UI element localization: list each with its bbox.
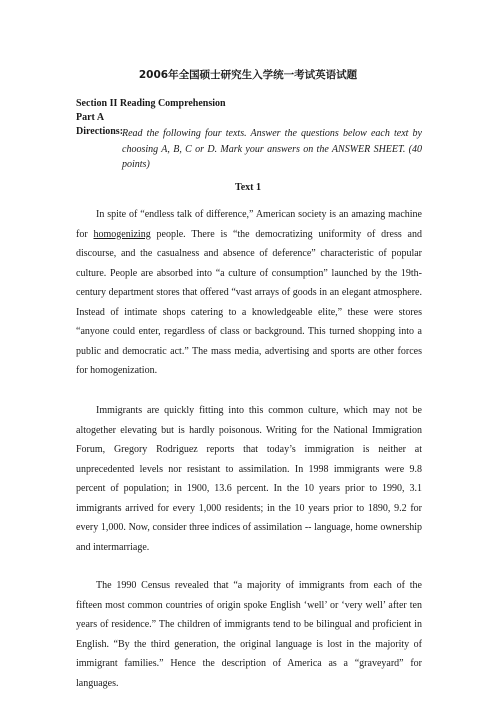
paragraph-3: The 1990 Census revealed that “a majority of immigrants from each of the fifteen most common countries of origin spoke English ‘well’ or ‘very well’ after ten years of residence.” The children of immigrants tend to be bilingual and proficient in English. “By the third generation, the original language is lost in the majority of immigrant families.” Hence the description of America as a “graveyard” for languages. <box>76 580 422 689</box>
section-heading: Section II Reading Comprehension <box>76 98 226 109</box>
directions-label: Directions: <box>76 126 124 137</box>
text-heading: Text 1 <box>234 182 262 193</box>
paragraph-1-start: In spite of “endless talk of difference,” American society is an amazing machine for <box>76 209 422 240</box>
exam-title: 2006年全国硕士研究生入学统一考试英语试题 <box>138 69 358 81</box>
part-heading: Part A <box>76 112 105 123</box>
directions-text: Read the following four texts. Answer the questions below each text by choosing A, B, C or D. Mark your answers on the ANSWER SHEET. (40 points) <box>122 128 422 170</box>
paragraph-1 <box>76 205 422 381</box>
paragraph-2: Immigrants are quickly fitting into this common culture, which may not be altogether elevating but is hardly poisonous. Writing for the National Immigration Forum, Gregory Rodriguez reports that today’s immigration is neither at unprecedented levels nor resistant to assimilation. In 1998 immigrants were 9.8 percent of population; in 1900, 13.6 percent. In the 10 years prior to 1990, 3.1 immigrants arrived for every 1,000 residents; in the 10 years prior to 1890, 9.2 for every 1,000. Now, consider three indices of assimilation -- language, home ownership and intermarriage. <box>76 405 422 553</box>
underlined-word: homogenizing <box>93 228 151 240</box>
paragraph-1-rest: people. There is “the democratizing uniformity of dress and discourse, and the casualness and absence of deference” characteristic of popular culture. People are absorbed into “a culture of consumption” launched by the 19th-century department stores that offered “vast arrays of goods in an elegant atmosphere. Instead of intimate shops catering to a knowledgeable elite,” these were stores “anyone could enter, regardless of class or background. This turned shopping into a public and democratic act.” The mass media, advertising and sports are other forces for homogenization. <box>76 228 422 376</box>
